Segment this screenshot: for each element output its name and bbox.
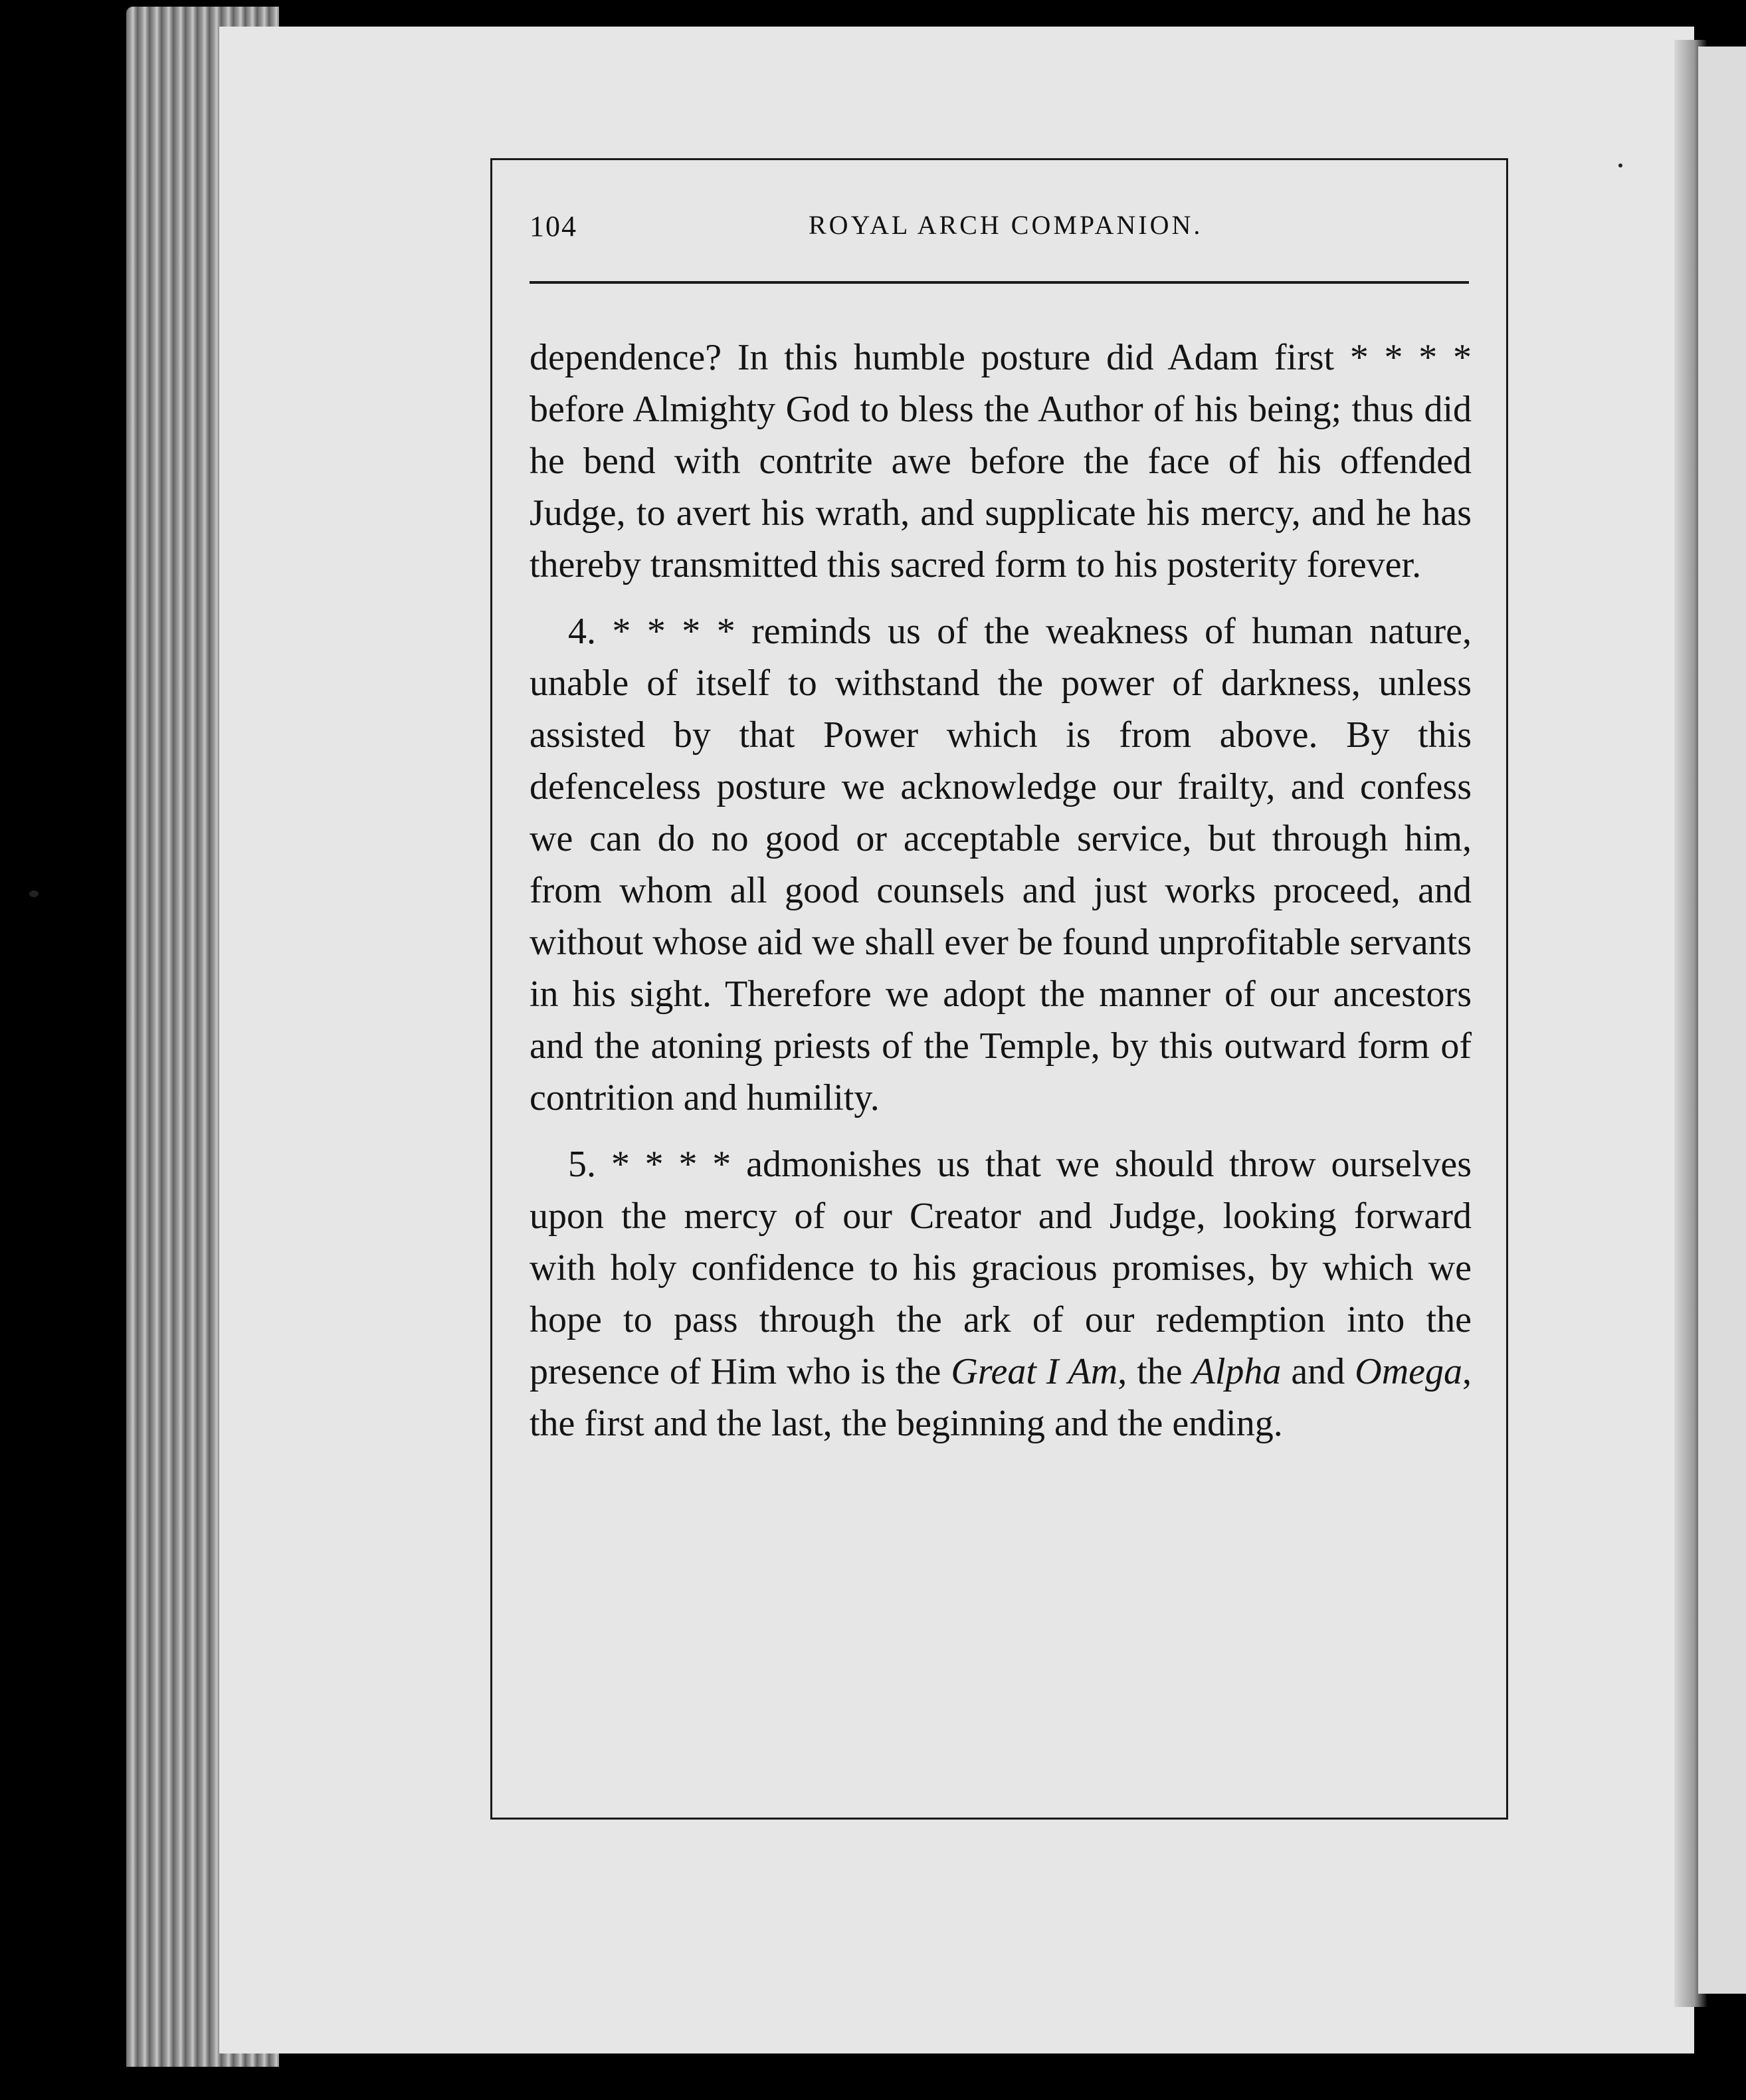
ink-speck (29, 891, 39, 897)
text-segment: , the first and the last, the beginning and the ending. (530, 1351, 1472, 1444)
text-frame (490, 158, 1508, 1820)
text-segment: , the (1117, 1351, 1193, 1392)
paragraph (530, 605, 1472, 1124)
page-number: 104 (530, 210, 577, 243)
italic-text: Alpha (1192, 1351, 1282, 1392)
facing-page-edge (1698, 47, 1746, 1994)
running-title: ROYAL ARCH COMPANION. (809, 210, 1203, 240)
italic-text: Omega (1355, 1351, 1463, 1392)
text-segment: and (1281, 1351, 1355, 1392)
running-head (530, 209, 1460, 269)
text-segment: 5. * * * * admonishes us that we should throw ourselves upon the mercy of our Creator and Judge, looking forward with holy confidence to his gracious promises, by which we hope to pass through the ark of our redemption into the presence of Him who is the (530, 1144, 1472, 1392)
body-text (530, 332, 1472, 1464)
ink-speck (1618, 163, 1622, 167)
paragraph (530, 1138, 1472, 1449)
text-segment: 4. * * * * reminds us of the weakness of human nature, unable of itself to withstand the power of darkness, unless assisted by that Power which is from above. By this defenceless posture we acknowledge our frailty, and confess we can do no good or acceptable service, but through him, from whom all good counsels and just works proceed, and without whose aid we shall ever be found unprofitable servants in his sight. Therefore we adopt the manner of our ancestors and the atoning priests of the Temple, by this outward form of contrition and humility. (530, 611, 1472, 1118)
text-segment: dependence? In this humble posture did Adam first * * * * before Almighty God to bless the Author of his being; thus did he bend with contrite awe before the face of his offended Judge, to avert his wrath, and supplicate his mercy, and he has thereby transmitted this sacred form to his posterity forever. (530, 337, 1472, 585)
italic-text: Great I Am (951, 1351, 1118, 1392)
header-rule (530, 281, 1469, 284)
paragraph (530, 332, 1472, 591)
